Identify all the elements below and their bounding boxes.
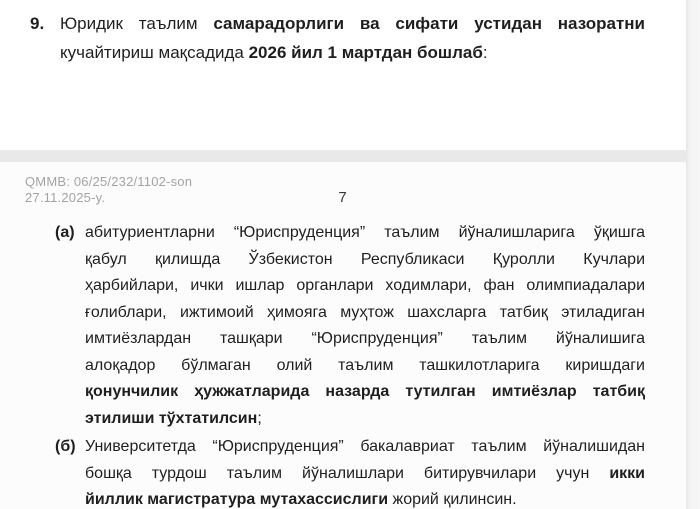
text-line: ғолиблари, ижтимоий ҳимояга муҳтож шахсларга татбиқ этиладиган <box>85 303 645 321</box>
text-line: йиллик магистратура мутахассислиги жорий қилинсин. <box>85 491 517 508</box>
text-line: Юридик таълим самарадорлиги ва сифати устидан назоратни <box>60 14 646 33</box>
subparagraph-b-label: (б) <box>55 438 76 455</box>
page-6-bottom <box>0 0 700 150</box>
viewer-right-edge <box>686 0 700 509</box>
text-line: Университетда “Юриспруденция” бакалавриат таълим йўналишидан <box>85 438 645 455</box>
registry-date: 27.11.2025-y. <box>25 190 106 205</box>
text-line: кучайтириш мақсадида 2026 йил 1 мартдан бошлаб: <box>60 43 488 62</box>
page-number: 7 <box>338 189 347 206</box>
text-line: қабул қилишда Ўзбекистон Республикаси Қуролли Кучлари <box>85 250 645 268</box>
subparagraph-a <box>55 220 645 432</box>
text-line: алоқадор бўлмаган олий таълим ташкилотларига киришдаги <box>85 356 645 374</box>
page-gap-divider <box>0 150 700 162</box>
paragraph-9-number: 9. <box>30 14 45 33</box>
paragraph-9 <box>30 9 645 67</box>
text-line: бошқа турдош таълим йўналишлари битирувчилари учун икки <box>85 464 645 482</box>
text-line: абитуриентларни “Юриспруденция” таълим йўналишларига ўқишга <box>85 224 645 241</box>
subparagraph-a-label: (а) <box>55 224 75 241</box>
text-line: имтиёзлардан ташқари “Юриспруденция” таълим йўналишига <box>85 330 645 347</box>
subparagraph-b <box>55 434 645 509</box>
paragraph-9-text <box>60 9 645 67</box>
page-header <box>25 174 660 206</box>
page-7-top <box>0 162 700 509</box>
text-line: қонунчилик ҳужжатларида назарда тутилган имтиёзлар татбиқ <box>85 383 645 400</box>
text-line: ҳарбийлари, ички ишлар органлари ходимлари, фан олимпиадалари <box>85 277 645 294</box>
subparagraph-b-text <box>85 434 645 509</box>
registry-code: QMMB: 06/25/232/1102-son <box>25 174 193 189</box>
text-line: этилиши тўхтатилсин; <box>85 409 262 427</box>
subparagraph-a-text <box>85 220 645 432</box>
